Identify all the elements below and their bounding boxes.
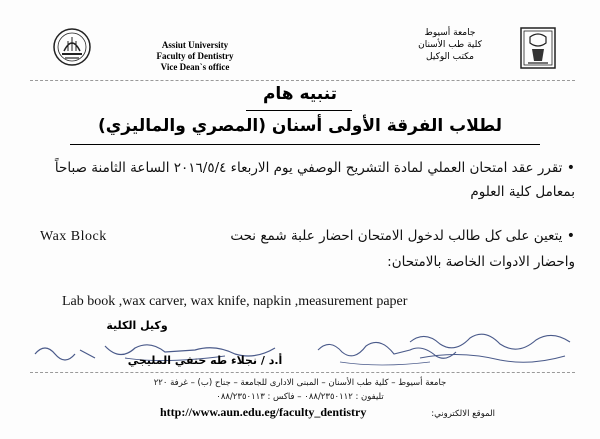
bullet-1: • [566, 160, 575, 176]
faculty-name-en: Faculty of Dentistry [156, 51, 234, 61]
footer-phone: تليفون : ٠٨٨/٢٣٥٠١١٢ – فاكس : ٠٨٨/٢٣٥٠١١٣ [216, 392, 384, 402]
handwritten-signature-right [400, 322, 580, 370]
university-name-ar: جامعة أسيوط [424, 28, 476, 38]
notice-title: تنبيه هام [262, 84, 338, 104]
exam-announcement-paragraph [25, 156, 575, 204]
materials-list: Lab book ,wax carver, wax knife, napkin ,measurement paper [62, 294, 408, 309]
requirements-paragraph-line1 [160, 224, 575, 248]
office-name-ar: مكتب الوكيل [426, 52, 474, 62]
notice-subtitle: لطلاب الفرقة الأولى أسنان (المصري والماليزي) [97, 116, 503, 136]
footer-website-label: الموقع الالكتروني: [431, 409, 495, 419]
requirements-text-line2: واحضار الادوات الخاصة بالامتحان: [387, 254, 575, 270]
footer-website-url[interactable]: http://www.aun.edu.eg/faculty_dentistry [160, 405, 367, 419]
footer-divider [30, 372, 575, 373]
header-arabic [400, 27, 500, 63]
vice-dean-title: وكيل الكلية [106, 319, 168, 332]
notice-title-underline [246, 110, 352, 111]
wax-block-term: Wax Block [40, 229, 107, 244]
header-divider [30, 80, 575, 81]
university-name-en: Assiut University [161, 40, 229, 50]
bullet-2: • [566, 228, 575, 244]
office-name-en: Vice Dean`s office [160, 62, 230, 72]
footer-address: جامعة أسيوط – كلية طب الأسنان – المبنى الادارى للجامعة – جناح (ب) – غرفة ٢٢٠ [153, 378, 447, 388]
exam-announcement-text: تقرر عقد امتحان العملي لمادة التشريح الوصفي يوم الاربعاء ٢٠١٦/٥/٤ الساعة الثامنة صباحاً بمعامل كلية العلوم [54, 160, 575, 200]
header-english [130, 40, 260, 73]
signatory-name: أ.د / نجلاء طه حنفي المليجي [127, 354, 283, 367]
requirements-text-line1: يتعين على كل طالب لدخول الامتحان احضار علبة شمع نحت [230, 228, 563, 244]
assiut-university-logo [52, 27, 92, 67]
faculty-name-ar: كلية طب الأسنان [418, 40, 482, 50]
faculty-dentistry-logo [520, 27, 556, 69]
notice-subtitle-underline [70, 144, 540, 145]
